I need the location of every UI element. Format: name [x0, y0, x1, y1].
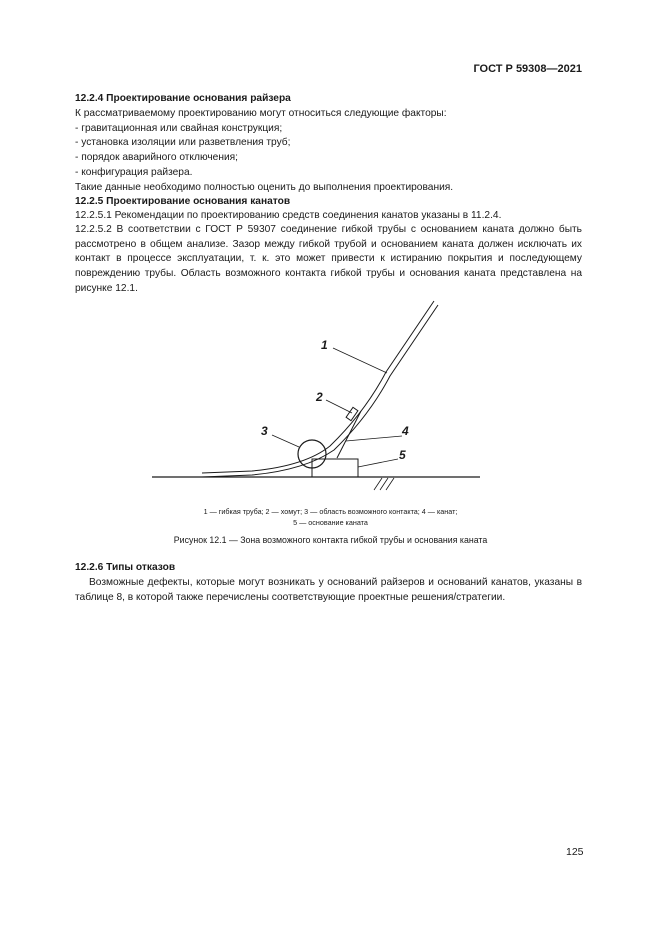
- figure-label-2: 2: [316, 390, 323, 404]
- leader-line-3: [272, 435, 299, 447]
- page-number: 125: [566, 846, 584, 858]
- leader-line-5: [358, 459, 398, 467]
- section-12-2-4-heading: 12.2.4 Проектирование основания райзера: [75, 93, 291, 104]
- rope-base: [312, 459, 358, 477]
- leader-line-2: [326, 400, 352, 413]
- paragraph-12-2-5-1: 12.2.5.1 Рекомендации по проектированию средств соединения канатов указаны в 11.2.4.: [75, 210, 502, 221]
- section-12-2-5-heading: 12.2.5 Проектирование основания канатов: [75, 196, 291, 207]
- list-item: - порядок аварийного отключения;: [75, 152, 239, 164]
- section-12-2-6-heading: 12.2.6 Типы отказов: [75, 562, 176, 573]
- figure-legend-line-2: 5 — основание каната: [293, 518, 368, 527]
- section-12-2-4-body: [75, 107, 582, 195]
- figure-12-1: [140, 300, 490, 500]
- leader-line-4: [346, 436, 402, 441]
- list-item: - гравитационная или свайная конструкция;: [75, 122, 283, 134]
- figure-label-3: 3: [261, 424, 268, 438]
- list-item: - конфигурация райзера.: [75, 166, 193, 178]
- list-item: - установка изоляции или разветвления труб;: [75, 137, 291, 149]
- paragraph-12-2-5-2: 12.2.5.2 В соответствии с ГОСТ Р 59307 соединение гибкой трубы с основанием каната должно быть рассмотрено в общем анализе. Зазор между гибкой трубой и основанием каната должен исключать их контакт в процессе эксплуатации, т. к. это может привести к истиранию покрытия и последующему повреждению трубы. Область возможного контакта гибкой трубы и основания каната представлена на рисунке 12.1.: [75, 224, 582, 294]
- section-12-2-4-intro: К рассматриваемому проектированию могут относиться следующие факторы:: [75, 108, 447, 119]
- section-12-2-6-body: Возможные дефекты, которые могут возникать у оснований райзеров и оснований канатов, указаны в таблице 8, в которой также перечислены соответствующие проектные решения/стратегии.: [75, 577, 582, 603]
- clamp: [346, 407, 358, 420]
- seabed-hatch: [374, 478, 394, 490]
- figure-legend-line-1: 1 — гибкая труба; 2 — хомут; 3 — область возможного контакта; 4 — канат;: [203, 507, 458, 516]
- figure-title: Рисунок 12.1 — Зона возможного контакта гибкой трубы и основания каната: [173, 535, 488, 545]
- figure-label-1: 1: [321, 338, 328, 352]
- figure-legend: [0, 506, 661, 528]
- section-12-2-4-conclusion: Такие данные необходимо полностью оценить до выполнения проектирования.: [75, 181, 454, 193]
- figure-label-5: 5: [399, 448, 406, 462]
- leader-line-1: [333, 348, 387, 373]
- document-code: ГОСТ Р 59308—2021: [473, 63, 582, 75]
- figure-label-4: 4: [402, 424, 409, 438]
